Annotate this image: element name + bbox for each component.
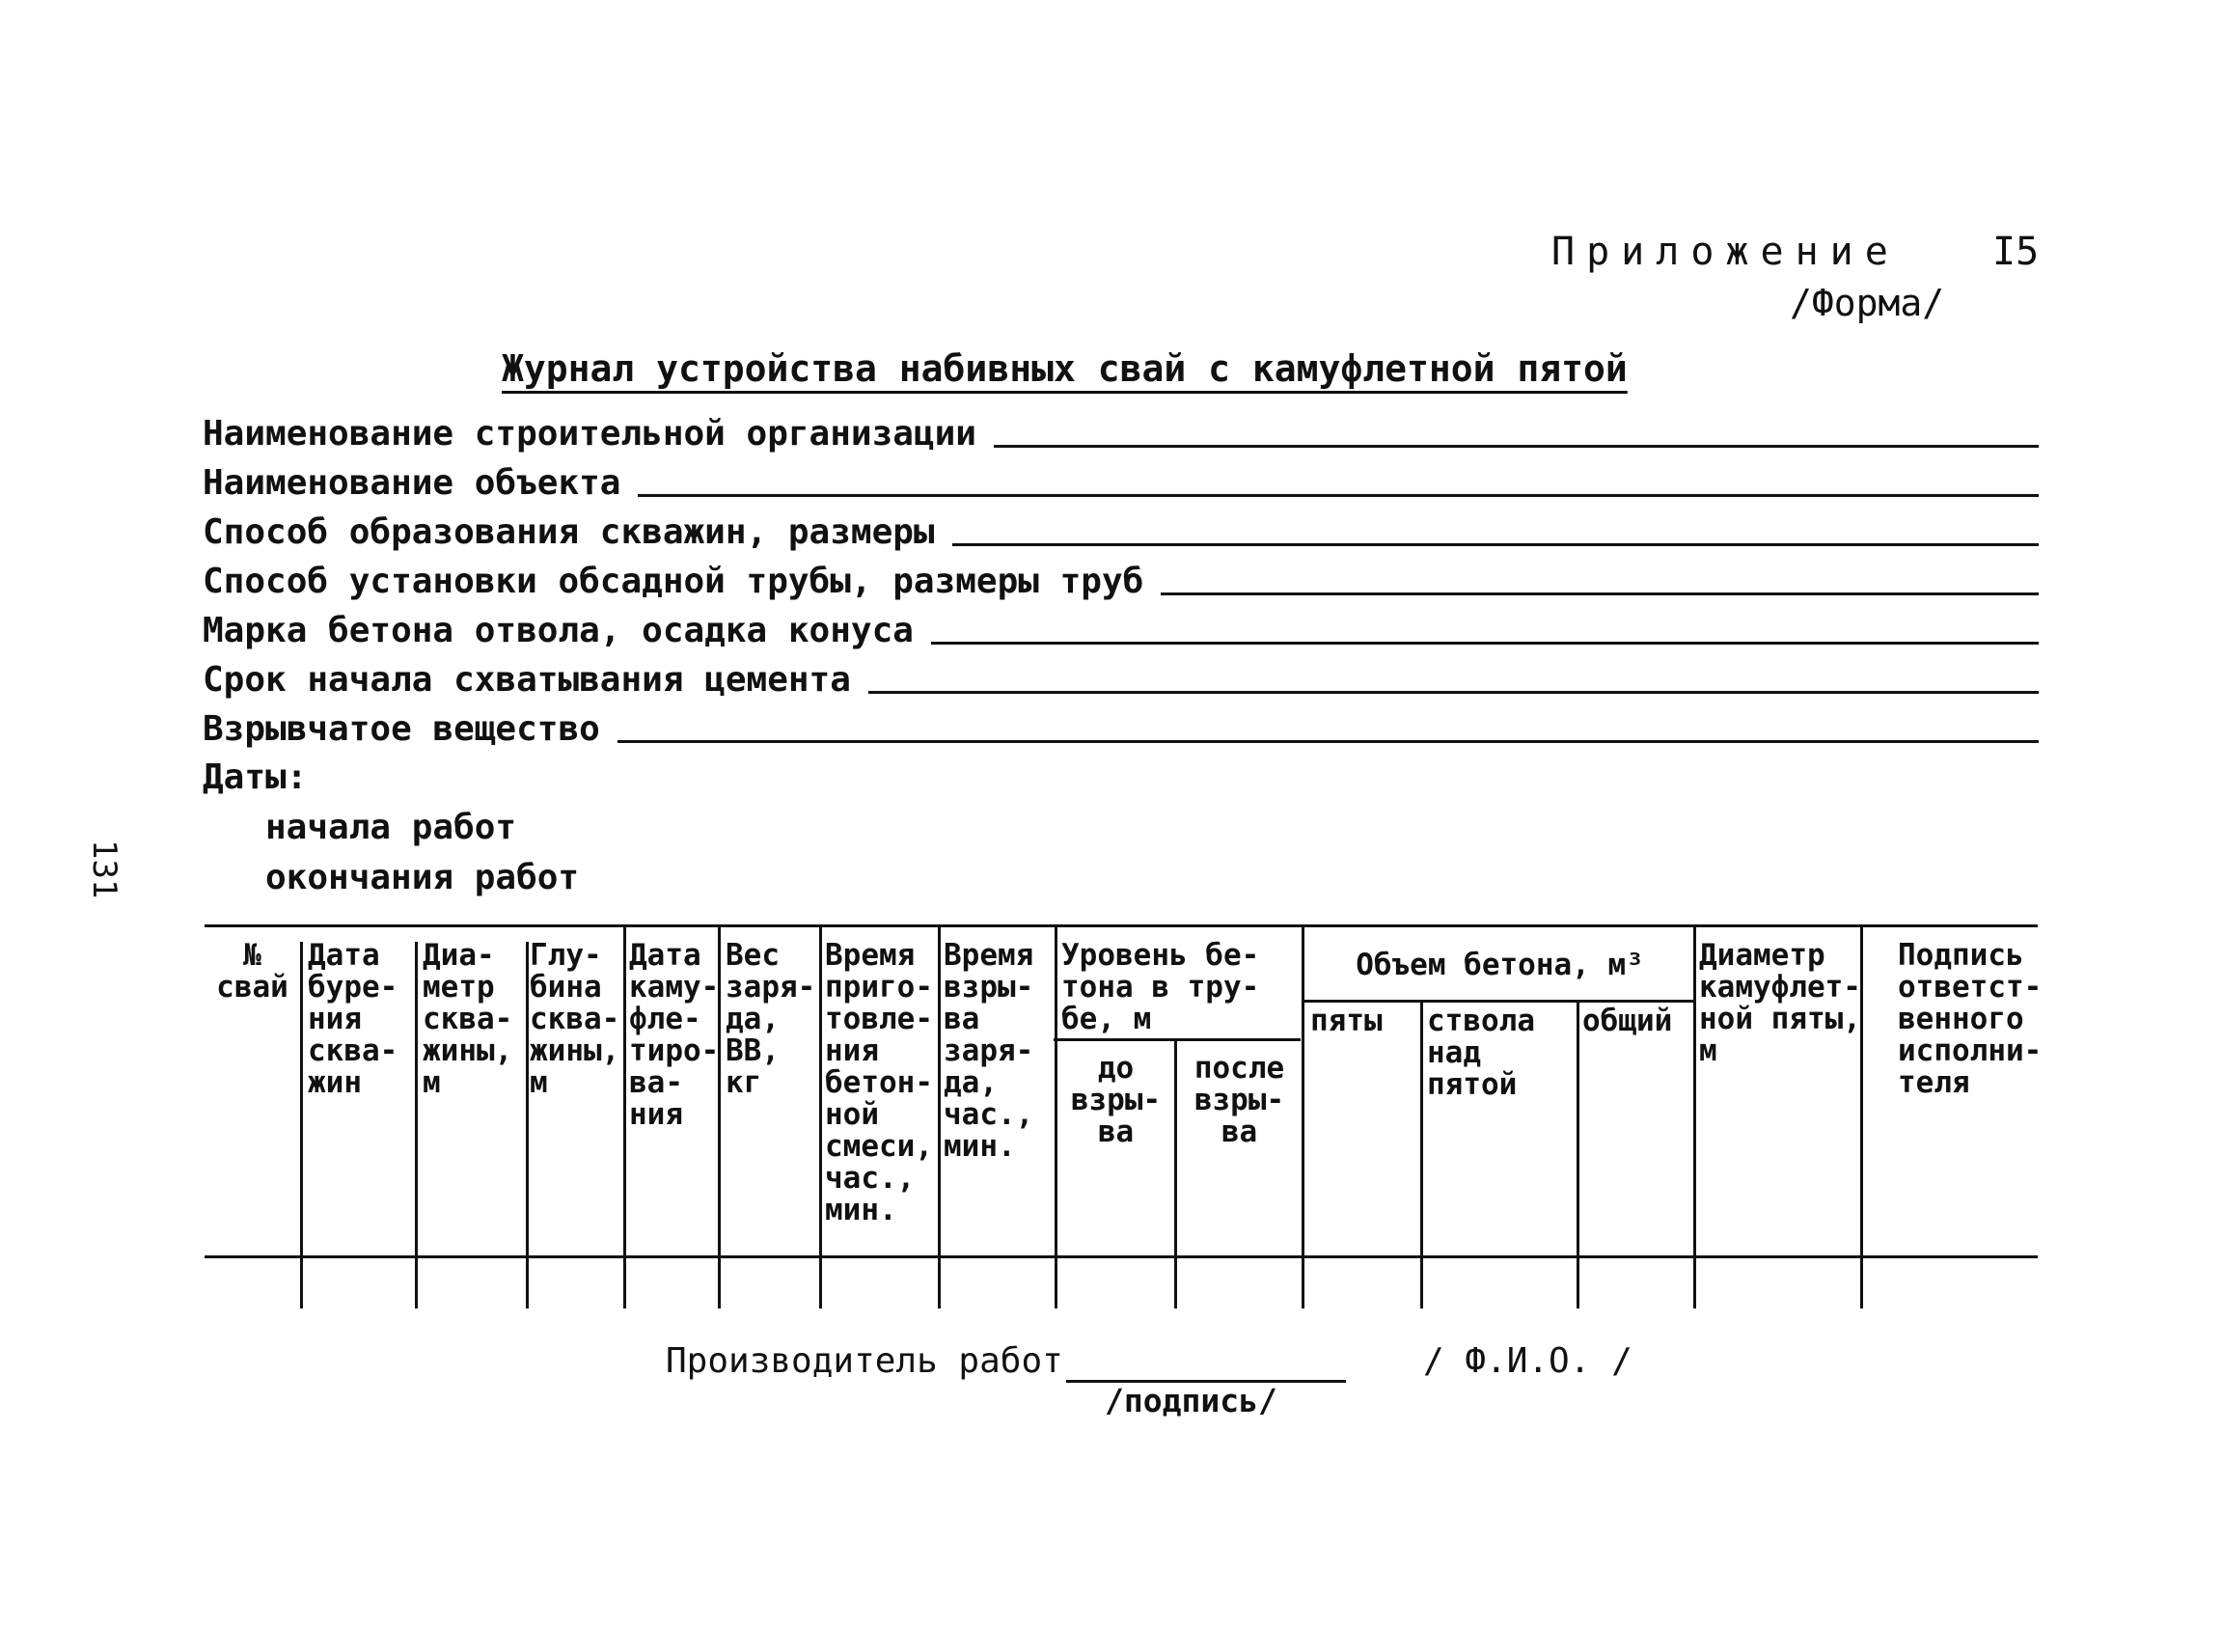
field-boring-method[interactable] (203, 504, 2039, 552)
subheader-before-blast: до взры- ва (1070, 1051, 1162, 1149)
subheader-shaft: ствола над пятой (1427, 1004, 1535, 1102)
signature-caption: /подпись/ (1105, 1382, 1277, 1419)
field-organization[interactable] (203, 405, 2039, 454)
date-start: начала работ (265, 808, 517, 847)
col-divider (1577, 1000, 1579, 1308)
field-object[interactable] (203, 454, 2039, 503)
col-header-drill-date: Дата буре- ния сква- жин (308, 938, 398, 1100)
col-divider (300, 942, 303, 1308)
col-divider (1302, 927, 1304, 1308)
col-header-camouflet-date: Дата каму- фле- тиро- ва- ния (629, 938, 720, 1132)
field-label: Взрывчатое вещество (203, 709, 600, 749)
fio-label: / Ф.И.О. / (1423, 1341, 1632, 1381)
col-header-charge-weight: Вес заря- да, ВВ, кг (726, 938, 816, 1100)
side-page-number: 131 (85, 840, 123, 899)
fill-line[interactable] (931, 642, 2039, 645)
appendix-number: I5 (1992, 230, 2040, 274)
col-header-diameter: Диа- метр сква- жины, м (423, 938, 513, 1100)
field-label: Наименование объекта (203, 463, 621, 503)
field-explosive[interactable] (203, 701, 2039, 749)
field-label: Марка бетона отвола, осадка конуса (203, 611, 914, 650)
col-header-signature: Подпись ответст- венного исполни- теля (1898, 938, 2043, 1100)
col-header-heel-diameter: Диаметр камуфлет- ной пяты, м (1699, 938, 1861, 1068)
col-header-pile-number: № свай (216, 938, 288, 1005)
field-label: Способ установки обсадной трубы, размеры труб (203, 562, 1144, 601)
journal-title: Журнал устройства набивных свай с камуфлетной пятой (502, 347, 1628, 390)
col-divider (623, 927, 626, 1308)
fill-line[interactable] (1161, 592, 2039, 595)
dates-label: Даты: (203, 757, 308, 797)
pile-journal-table (205, 922, 2043, 1308)
form-label: /Форма/ (1790, 282, 1945, 324)
fill-line[interactable] (994, 445, 2039, 448)
fill-line[interactable] (868, 691, 2039, 694)
field-label: Способ образования скважин, размеры (203, 512, 935, 552)
subheader-total: общий (1582, 1004, 1673, 1038)
appendix-label: Приложение (1551, 230, 1900, 274)
date-end: окончания работ (265, 858, 580, 897)
col-header-concrete-level: Уровень бе- тона в тру- бе, м (1061, 938, 1260, 1036)
field-label: Срок начала схватывания цемента (203, 660, 851, 700)
col-header-blast-time: Время взры- ва заря- да, час., мин. (944, 938, 1034, 1164)
col-divider (1693, 927, 1696, 1308)
level-group-rule (1054, 1038, 1301, 1041)
col-divider (526, 942, 529, 1308)
header-bottom-rule (205, 1255, 2038, 1258)
col-divider (819, 927, 822, 1308)
field-casing-method[interactable] (203, 553, 2039, 601)
field-concrete-grade[interactable] (203, 602, 2039, 650)
fill-line[interactable] (952, 543, 2039, 546)
col-header-mix-time: Время приго- товле- ния бетон- ной смеси, час., мин. (825, 938, 933, 1227)
fill-line[interactable] (638, 494, 2039, 497)
subheader-after-blast: после взры- ва (1193, 1051, 1285, 1149)
subheader-heel: пяты (1310, 1004, 1383, 1038)
field-cement-setting[interactable] (203, 651, 2039, 700)
fill-line[interactable] (617, 740, 2039, 743)
col-header-concrete-volume: Объем бетона, м³ (1356, 948, 1644, 982)
field-label: Наименование строительной организации (203, 414, 976, 454)
volume-group-rule (1304, 1000, 1695, 1003)
col-header-depth: Глу- бина сква- жины, м (530, 938, 620, 1100)
table-top-rule (205, 924, 2038, 927)
producer-label: Производитель работ (666, 1341, 1063, 1381)
col-divider (938, 927, 941, 1308)
col-divider (415, 942, 418, 1308)
col-divider (1420, 1000, 1423, 1308)
